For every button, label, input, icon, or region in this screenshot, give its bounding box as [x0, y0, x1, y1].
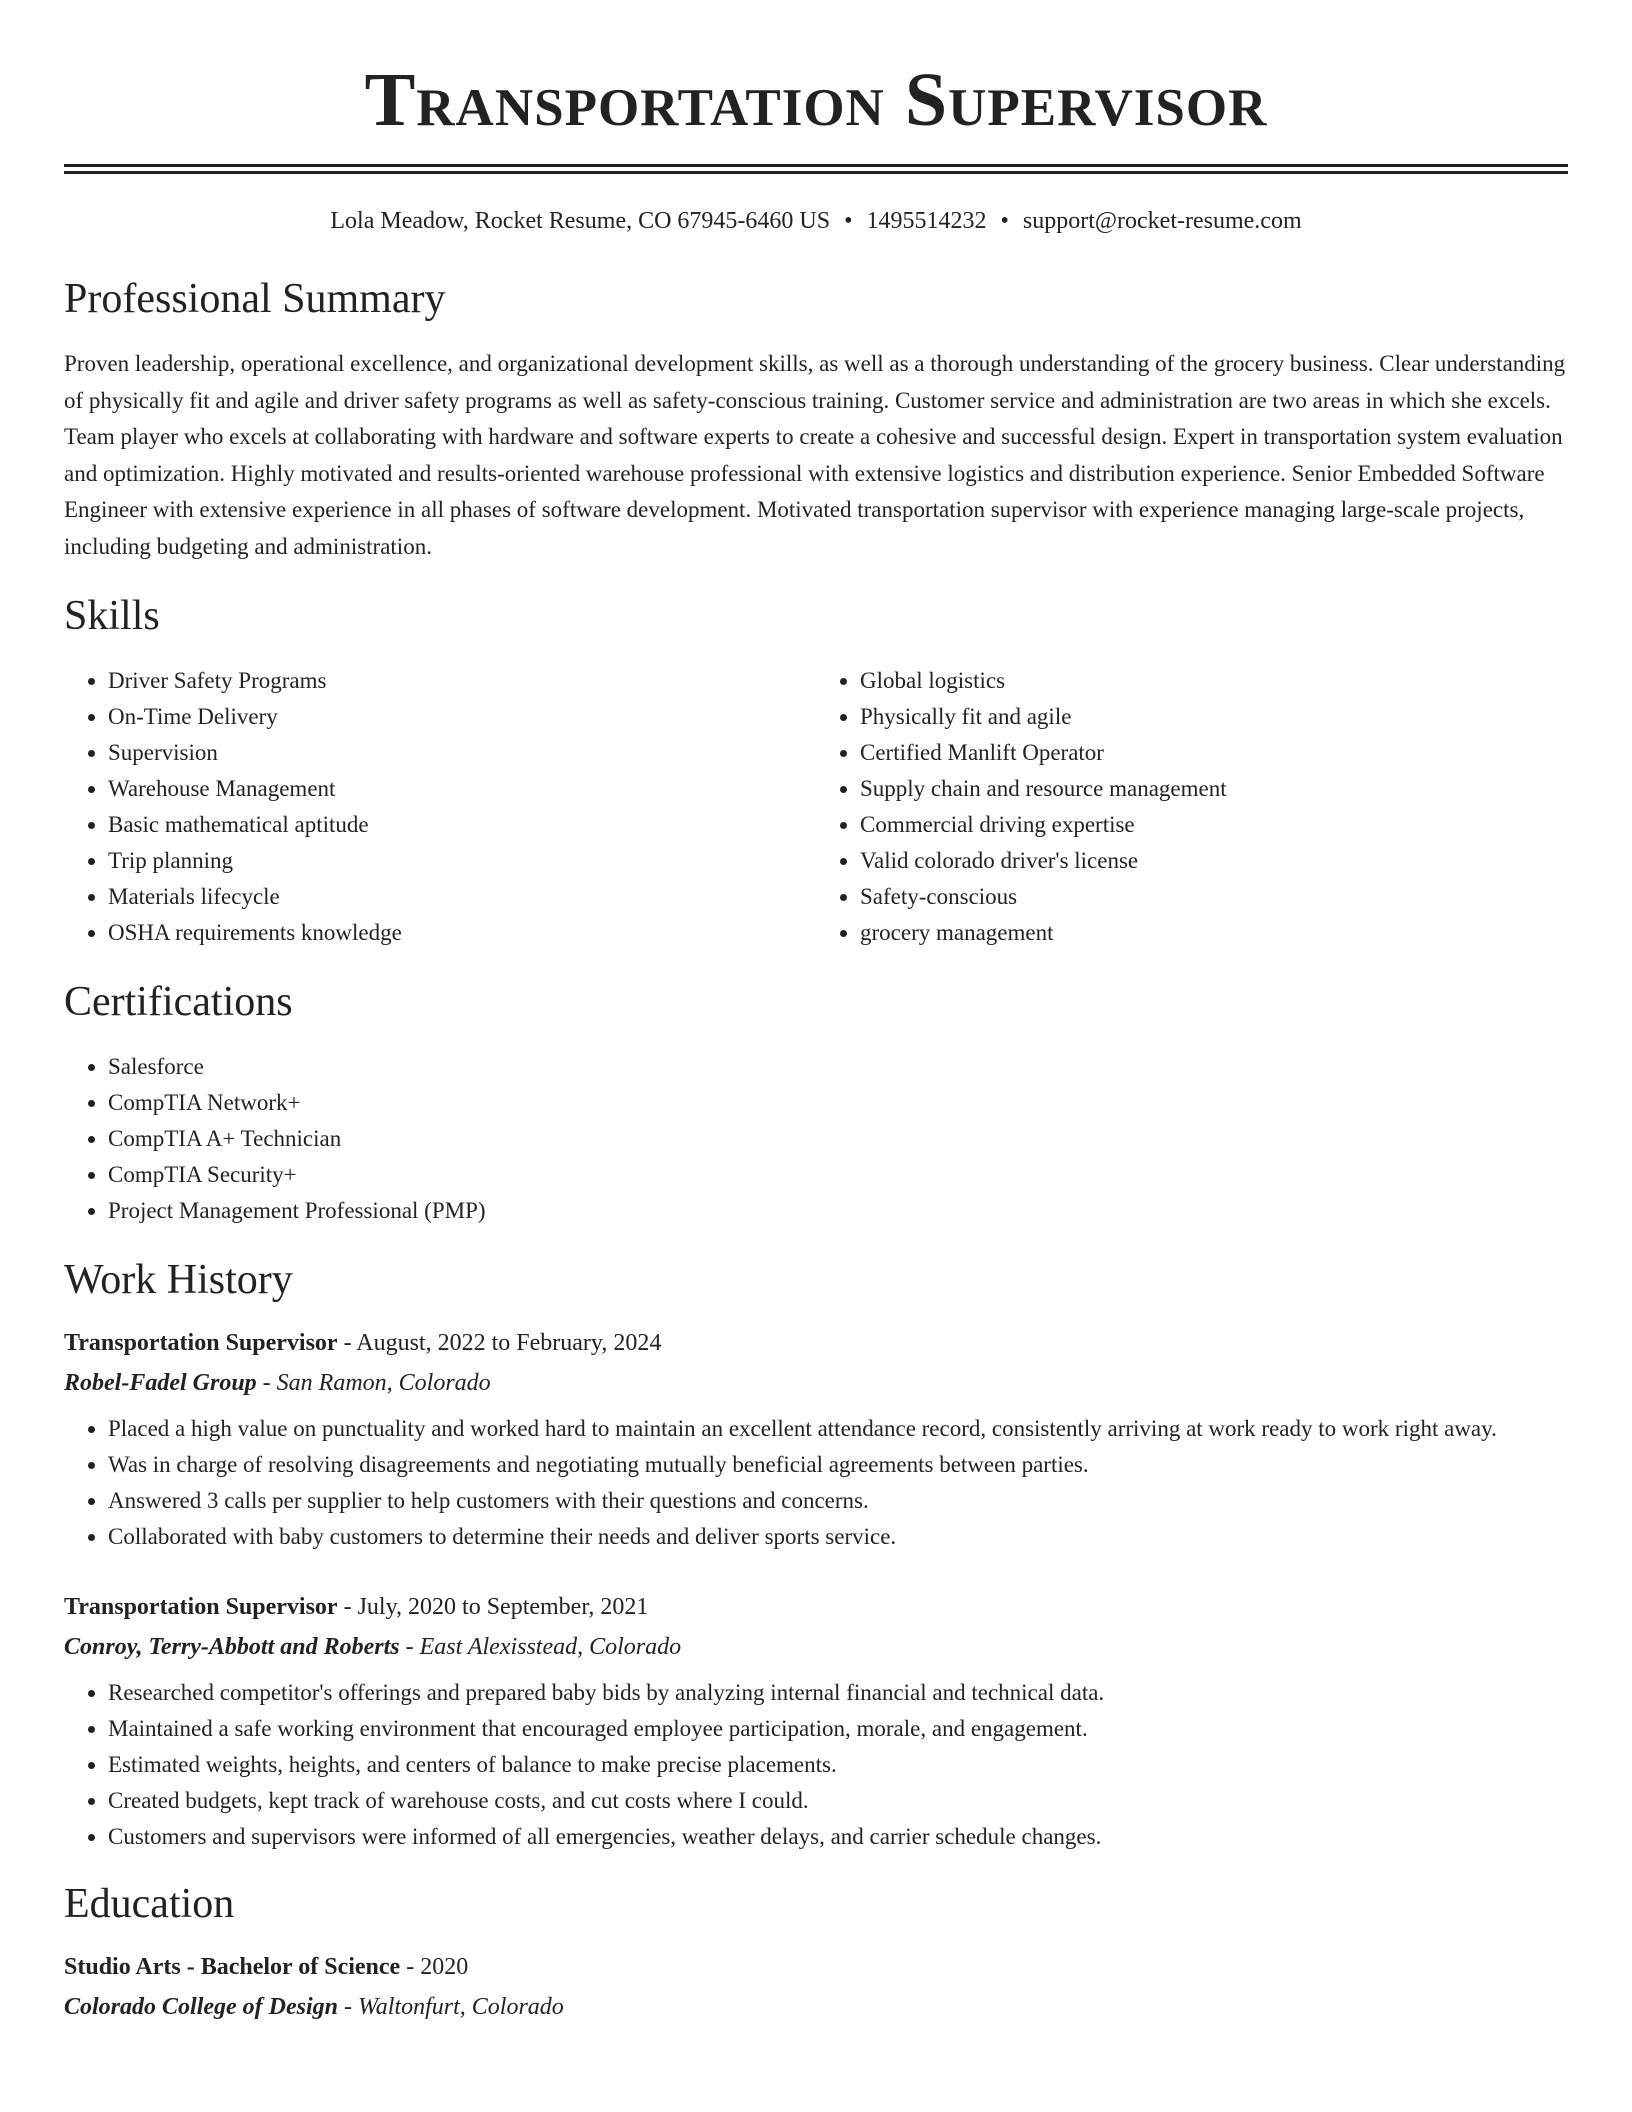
- skill-item: • OSHA requirements knowledge: [108, 915, 816, 951]
- contact-line: [64, 206, 1568, 236]
- education-section: [64, 1879, 1568, 2027]
- section-heading-certifications: Certifications: [64, 979, 293, 1025]
- certifications-section: [64, 977, 1568, 1229]
- skill-item: • Valid colorado driver's license: [860, 843, 1568, 879]
- skill-item: • Commercial driving expertise: [860, 807, 1568, 843]
- skills-list-right: [816, 663, 1568, 951]
- education-school: Colorado College of Design: [64, 1994, 338, 2020]
- job-bullet-list: [64, 1411, 1568, 1555]
- skills-section: [64, 591, 1568, 951]
- skill-item: • Global logistics: [860, 663, 1568, 699]
- contact-email[interactable]: support@rocket-resume.com: [1022, 208, 1302, 234]
- section-heading-education: Education: [64, 1881, 235, 1927]
- summary-text: Proven leadership, operational excellence, and organizational development skills, as well as a thorough understanding of the grocery business. Clear understanding of physically fit and agile and driver safety programs as well as safety-conscious training. Customer service and administration are two areas in which she excels. Team player who excels at collaborating with hardware and software experts to create a cohesive and successful design. Expert in transportation system evaluation and optimization. Highly motivated and results-oriented warehouse professional with extensive logistics and distribution experience. Senior Embedded Software Engineer with extensive experience in all phases of software development. Motivated transportation supervisor with experience managing large-scale projects, including budgeting and administration.: [64, 351, 1566, 559]
- skills-column-left: [64, 663, 816, 951]
- job-bullet: • Answered 3 calls per supplier to help customers with their questions and concerns.: [108, 1483, 1568, 1519]
- skill-item: • Warehouse Management: [108, 771, 816, 807]
- job-title: Transportation Supervisor: [64, 1594, 338, 1620]
- section-heading-skills: Skills: [64, 593, 160, 639]
- job-company-line: [64, 1363, 1568, 1403]
- skills-grid: [64, 663, 1568, 951]
- skill-item: • Physically fit and agile: [860, 699, 1568, 735]
- job-bullet: • Estimated weights, heights, and centers of balance to make precise placements.: [108, 1747, 1568, 1783]
- job-company-line: [64, 1627, 1568, 1667]
- job-dates: - July, 2020 to September, 2021: [343, 1594, 649, 1620]
- certifications-list: [64, 1049, 1568, 1229]
- job-company: Conroy, Terry-Abbott and Roberts: [64, 1634, 400, 1660]
- job-dates: - August, 2022 to February, 2024: [343, 1330, 662, 1356]
- contact-separator: •: [1000, 208, 1009, 234]
- skill-item: • Trip planning: [108, 843, 816, 879]
- job-location: - San Ramon, Colorado: [262, 1370, 491, 1396]
- job-title: Transportation Supervisor: [64, 1330, 338, 1356]
- title-divider: [64, 164, 1568, 174]
- job-bullet: • Placed a high value on punctuality and worked hard to maintain an excellent attendance record, consistently arriving at work ready to work right away.: [108, 1411, 1568, 1447]
- education-degree: Studio Arts - Bachelor of Science: [64, 1954, 401, 1980]
- certification-item: • Project Management Professional (PMP): [108, 1193, 1568, 1229]
- skills-column-right: [816, 663, 1568, 951]
- skill-item: • Certified Manlift Operator: [860, 735, 1568, 771]
- section-heading-work-history: Work History: [64, 1257, 293, 1303]
- job-bullet-list: [64, 1675, 1568, 1855]
- job-bullet: • Maintained a safe working environment that encouraged employee participation, morale, and engagement.: [108, 1711, 1568, 1747]
- skill-item: • grocery management: [860, 915, 1568, 951]
- job-bullet: • Customers and supervisors were informed of all emergencies, weather delays, and carrier schedule changes.: [108, 1819, 1568, 1855]
- summary-section: [64, 274, 1568, 565]
- page-title: Transportation Supervisor: [364, 58, 1268, 142]
- skill-item: • Supply chain and resource management: [860, 771, 1568, 807]
- job-entry: [64, 1323, 1568, 1555]
- skill-item: • On-Time Delivery: [108, 699, 816, 735]
- job-entry: [64, 1587, 1568, 1855]
- job-bullet: • Collaborated with baby customers to determine their needs and deliver sports service.: [108, 1519, 1568, 1555]
- job-title-line: [64, 1323, 1568, 1363]
- skill-item: • Materials lifecycle: [108, 879, 816, 915]
- job-company: Robel-Fadel Group: [64, 1370, 257, 1396]
- job-location: - East Alexisstead, Colorado: [405, 1634, 682, 1660]
- education-year: - 2020: [406, 1954, 469, 1980]
- certification-item: • CompTIA Network+: [108, 1085, 1568, 1121]
- work-history-section: [64, 1255, 1568, 1855]
- education-location: - Waltonfurt, Colorado: [344, 1994, 564, 2020]
- certification-item: • Salesforce: [108, 1049, 1568, 1085]
- education-school-line: [64, 1987, 1568, 2027]
- contact-address: Lola Meadow, Rocket Resume, CO 67945-6460 US: [330, 208, 831, 234]
- skill-item: • Driver Safety Programs: [108, 663, 816, 699]
- section-heading-summary: Professional Summary: [64, 276, 446, 322]
- skills-list-left: [64, 663, 816, 951]
- job-bullet: • Researched competitor's offerings and prepared baby bids by analyzing internal financial and technical data.: [108, 1675, 1568, 1711]
- contact-separator: •: [844, 208, 853, 234]
- certification-item: • CompTIA A+ Technician: [108, 1121, 1568, 1157]
- job-bullet: • Was in charge of resolving disagreements and negotiating mutually beneficial agreements between parties.: [108, 1447, 1568, 1483]
- skill-item: • Supervision: [108, 735, 816, 771]
- contact-phone: 1495514232: [866, 208, 987, 234]
- job-bullet: • Created budgets, kept track of warehouse costs, and cut costs where I could.: [108, 1783, 1568, 1819]
- education-degree-line: [64, 1947, 1568, 1987]
- skill-item: • Basic mathematical aptitude: [108, 807, 816, 843]
- job-title-line: [64, 1587, 1568, 1627]
- skill-item: • Safety-conscious: [860, 879, 1568, 915]
- certification-item: • CompTIA Security+: [108, 1157, 1568, 1193]
